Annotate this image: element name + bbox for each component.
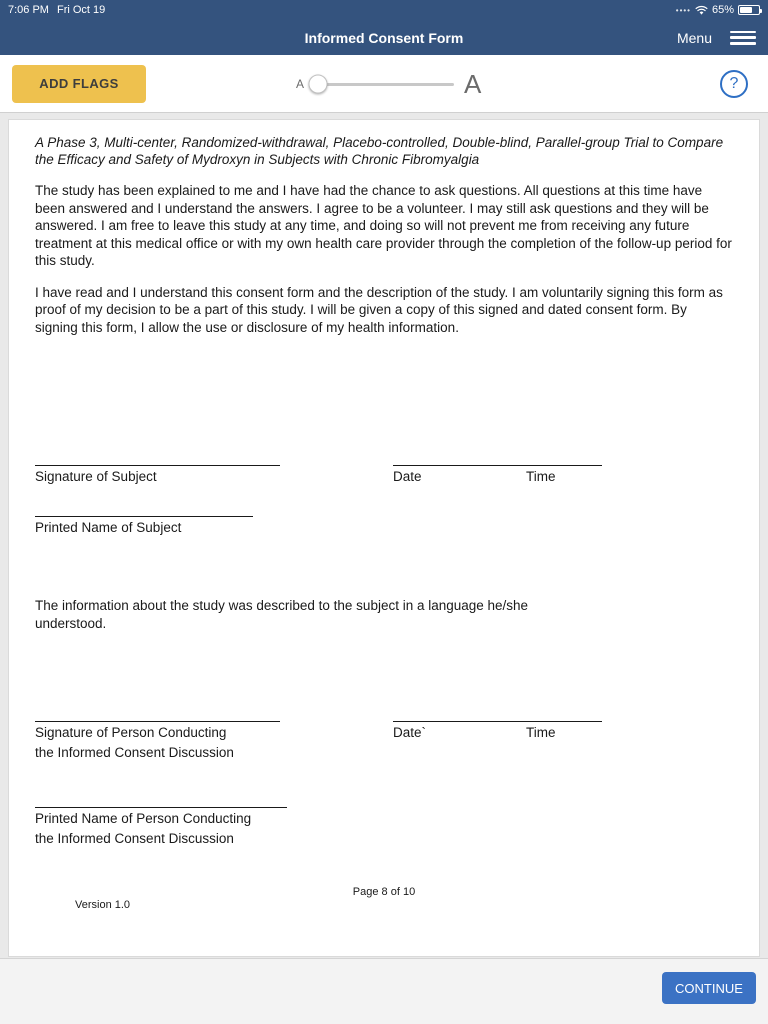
document-heading: A Phase 3, Multi-center, Randomized-withdrawal, Placebo-controlled, Double-blind, Parallel-group Trial to Compare the Efficacy and Safety of Mydroxyn in Subjects with Chronic Fibromyalgia: [35, 135, 724, 167]
date-time-block-1: [393, 465, 602, 486]
time-label-2: Time: [526, 725, 556, 740]
text-size-slider-group: [296, 55, 481, 113]
status-bar: [0, 0, 768, 20]
document-version: Version 1.0: [75, 899, 131, 911]
document-page-number: Page 8 of 10: [352, 886, 416, 898]
signature-subject-block: [35, 465, 280, 486]
date-label-2: Date`: [393, 725, 427, 740]
text-size-large-label: A: [464, 68, 482, 99]
toolbar: [0, 55, 768, 113]
footer-bar: [0, 958, 768, 1024]
date-time-block-2: [393, 721, 602, 742]
signature-conductor-block: [35, 721, 280, 761]
printed-name-conductor-block: [35, 807, 287, 847]
signature-conductor-label-line1: Signature of Person Conducting: [35, 725, 227, 740]
page-title: Informed Consent Form: [304, 29, 464, 46]
printed-name-conductor-label-line1: Printed Name of Person Conducting: [35, 811, 252, 826]
menu-button[interactable]: Menu: [676, 29, 712, 46]
status-time: 7:06 PM: [8, 4, 49, 16]
document-paragraph-2: I have read and I understand this consent form and the description of the study. I am voluntarily signing this form as proof of my decision to be a part of this study. I will be given a copy of this signed and dated consent form. By signing this form, I allow the use or disclosure of my health information.: [35, 284, 723, 335]
title-bar: [0, 20, 768, 55]
continue-button[interactable]: CONTINUE: [662, 972, 756, 1004]
document-paragraph-3: The information about the study was described to the subject in a language he/she understood.: [35, 598, 529, 631]
signal-dots-icon: ••••: [675, 5, 691, 15]
printed-name-conductor-label-line2: the Informed Consent Discussion: [35, 830, 234, 846]
document-page: [8, 119, 760, 957]
text-size-small-label: A: [296, 77, 305, 91]
printed-name-subject-block: [35, 516, 253, 537]
text-size-slider[interactable]: [314, 83, 454, 86]
document-paragraph-1: The study has been explained to me and I have had the chance to ask questions. All questions at this time have been answered and I understand the answers. I agree to be a volunteer. I may still ask questions and they will be answered. I am free to leave this study at any time, and doing so will not prevent me from receiving any future treatment at this medical office or with my own health care provider through the completion of the follow-up period for this study.: [35, 183, 732, 268]
wifi-icon: [695, 5, 708, 16]
time-label-1: Time: [526, 469, 556, 484]
date-label-1: Date: [393, 469, 422, 484]
add-flags-button[interactable]: ADD FLAGS: [12, 65, 146, 103]
text-size-slider-thumb[interactable]: [309, 75, 328, 94]
battery-icon: [738, 5, 760, 15]
battery-percent-label: 65%: [711, 4, 734, 16]
hamburger-menu-icon[interactable]: [730, 29, 756, 47]
status-bar-right: [676, 0, 760, 20]
signature-conductor-label-line2: the Informed Consent Discussion: [35, 744, 234, 760]
status-date: Fri Oct 19: [56, 4, 106, 16]
title-bar-actions: [677, 20, 756, 55]
document-scroll-area[interactable]: [0, 113, 768, 958]
status-bar-left: [8, 4, 105, 16]
signature-subject-label: Signature of Subject: [35, 469, 157, 484]
printed-name-subject-label: Printed Name of Subject: [35, 520, 182, 535]
help-button[interactable]: ?: [720, 70, 748, 98]
